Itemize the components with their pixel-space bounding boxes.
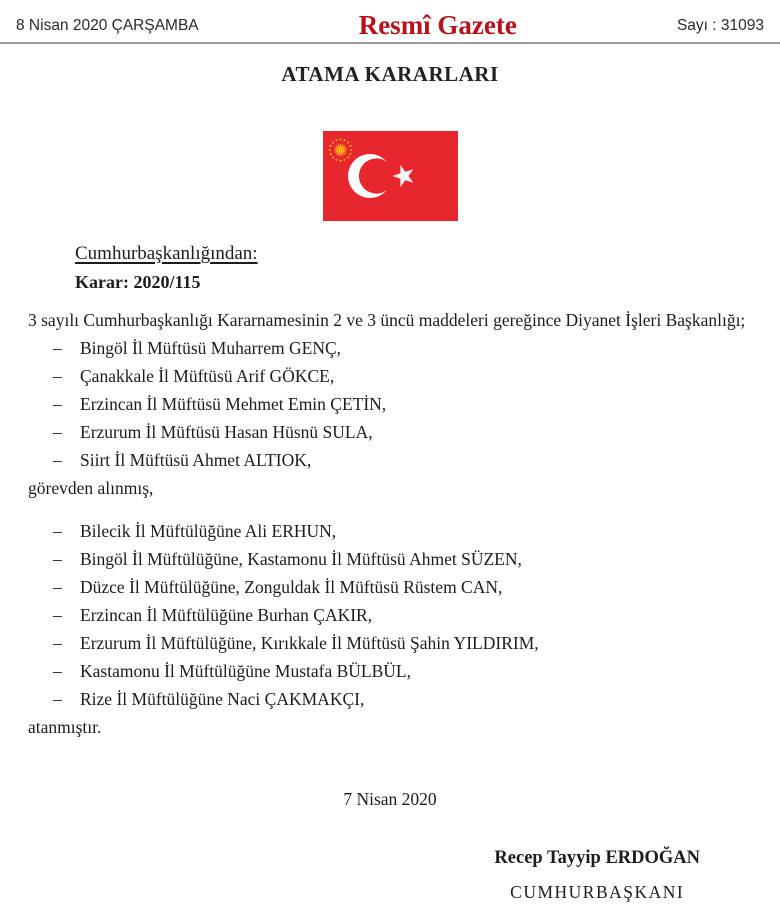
list-dash: – (53, 577, 62, 597)
decree-heading (75, 243, 780, 293)
list-item (53, 601, 780, 629)
decision-number: Karar: 2020/115 (75, 272, 201, 292)
section-title: ATAMA KARARLARI (281, 62, 499, 86)
dismissed-list (0, 334, 780, 474)
appointed-item-text: Erzurum İl Müftülüğüne, Kırıkkale İl Müftüsü Şahin YILDIRIM, (80, 633, 539, 653)
turkish-flag-icon (323, 131, 458, 221)
header-date: 8 Nisan 2020 ÇARŞAMBA (16, 16, 199, 34)
issue-number: Sayı : 31093 (676, 16, 764, 34)
list-dash: – (53, 661, 62, 681)
list-dash: – (53, 549, 62, 569)
list-dash: – (53, 394, 62, 414)
dismissed-item-text: Siirt İl Müftüsü Ahmet ALTIOK, (80, 450, 312, 470)
appointed-item-text: Erzincan İl Müftülüğüne Burhan ÇAKIR, (80, 605, 373, 625)
list-item (53, 418, 780, 446)
appointed-item-text: Kastamonu İl Müftülüğüne Mustafa BÜLBÜL, (80, 661, 411, 681)
signature-block (494, 848, 700, 903)
list-item (53, 629, 780, 657)
list-item (53, 390, 780, 418)
gazette-header (0, 0, 780, 42)
list-item (53, 573, 780, 601)
list-item (53, 446, 780, 474)
list-dash: – (53, 689, 62, 709)
list-dash: – (53, 338, 62, 358)
gazette-title: Resmî Gazete (358, 10, 517, 40)
signature-name: Recep Tayyip ERDOĞAN (494, 848, 700, 868)
decision-date: 7 Nisan 2020 (343, 789, 437, 809)
list-item (53, 334, 780, 362)
appointed-item-text: Bingöl İl Müftülüğüne, Kastamonu İl Müftüsü Ahmet SÜZEN, (80, 549, 522, 569)
list-dash: – (53, 633, 62, 653)
dismissed-item-text: Bingöl İl Müftüsü Muharrem GENÇ, (80, 338, 342, 358)
list-item (53, 685, 780, 713)
list-dash: – (53, 605, 62, 625)
dismissed-item-text: Çanakkale İl Müftüsü Arif GÖKCE, (80, 366, 335, 386)
list-item (53, 517, 780, 545)
list-dash: – (53, 450, 62, 470)
authority-heading: Cumhurbaşkanlığından: (75, 243, 258, 264)
list-dash: – (53, 521, 62, 541)
decree-intro: 3 sayılı Cumhurbaşkanlığı Kararnamesinin 2 ve 3 üncü maddeleri gereğince Diyanet İşleri Başkanlığı; (28, 310, 746, 330)
list-dash: – (53, 366, 62, 386)
appointed-item-text: Rize İl Müftülüğüne Naci ÇAKMAKÇI, (80, 689, 365, 709)
dismissed-closing: görevden alınmış, (28, 478, 154, 498)
signature-title: CUMHURBAŞKANI (510, 882, 685, 902)
dismissed-item-text: Erzincan İl Müftüsü Mehmet Emin ÇETİN, (80, 394, 387, 414)
list-dash: – (53, 422, 62, 442)
dismissed-item-text: Erzurum İl Müftüsü Hasan Hüsnü SULA, (80, 422, 373, 442)
list-item (53, 657, 780, 685)
header-divider (0, 42, 780, 44)
list-item (53, 545, 780, 573)
appointed-closing: atanmıştır. (28, 717, 102, 737)
spacer (0, 502, 780, 517)
presidential-flag (0, 131, 780, 221)
list-item (53, 362, 780, 390)
appointed-item-text: Düzce İl Müftülüğüne, Zonguldak İl Müftüsü Rüstem CAN, (80, 577, 503, 597)
appointed-item-text: Bilecik İl Müftülüğüne Ali ERHUN, (80, 521, 337, 541)
appointed-list (0, 517, 780, 713)
